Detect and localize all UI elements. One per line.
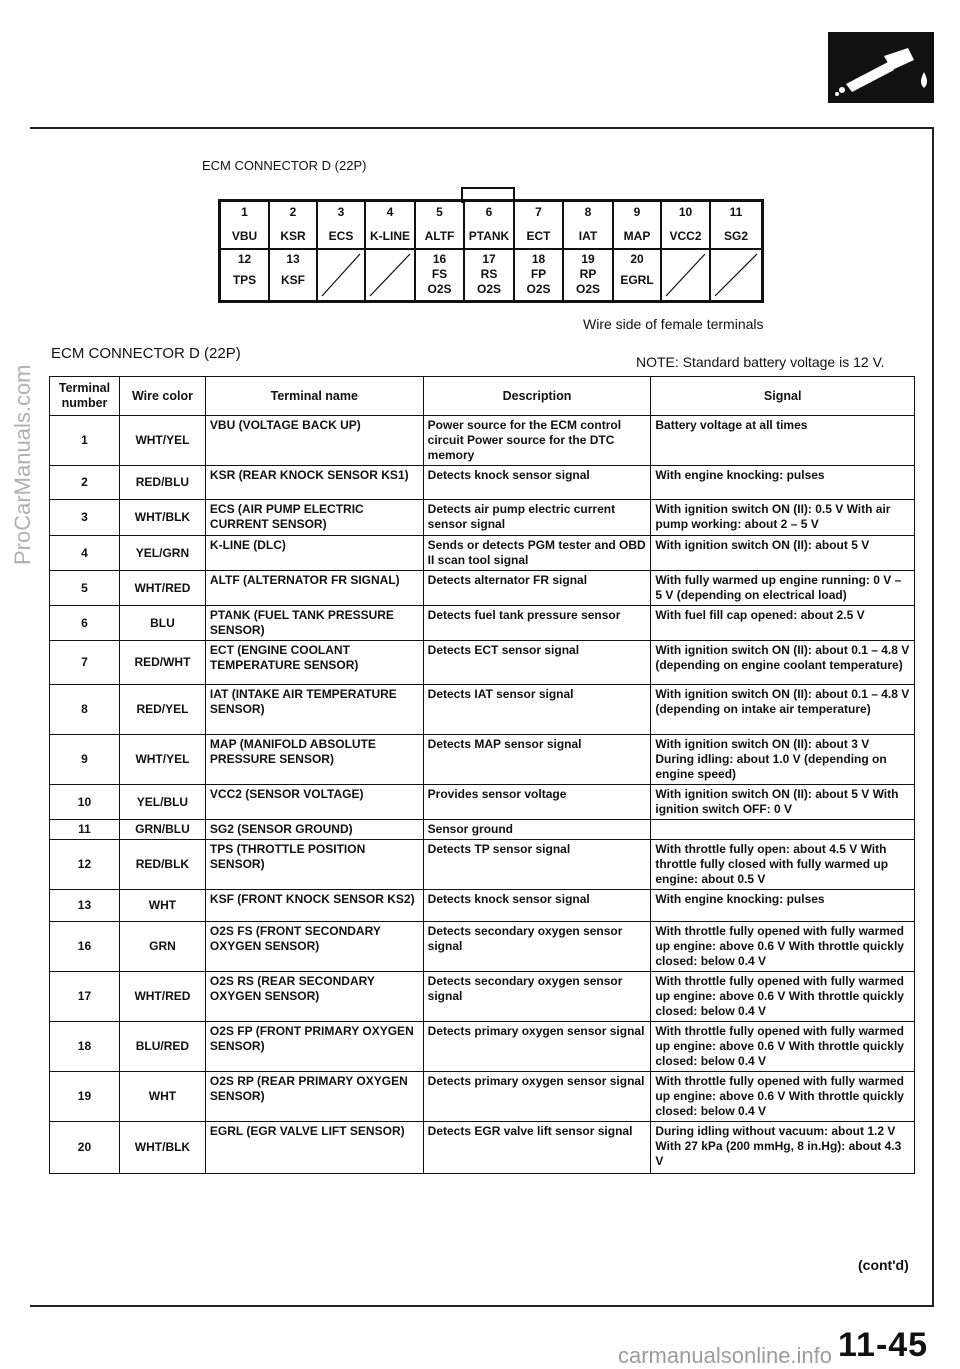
connector-pin-number: 2 (289, 205, 297, 219)
signal-cell: With throttle fully opened with fully warmed up engine: above 0.6 V With throttle quickly closed: below 0.4 V (651, 1072, 915, 1122)
wire-color-cell: GRN/BLU (119, 820, 205, 840)
terminal-name-cell: ECS (AIR PUMP ELECTRIC CURRENT SENSOR) (205, 500, 423, 536)
connector-pin-7 (514, 201, 563, 249)
connector-pin-name: RP (579, 267, 597, 281)
connector-pin-name: KSF (281, 273, 305, 287)
connector-diagram-title: ECM CONNECTOR D (22P) (202, 158, 367, 173)
terminal-number-cell: 16 (50, 922, 120, 972)
wire-color-cell: RED/BLU (119, 466, 205, 500)
terminal-number-cell: 10 (50, 785, 120, 820)
connector-pin-number: 5 (436, 205, 443, 219)
description-cell: Provides sensor voltage (423, 785, 651, 820)
wire-color-cell: YEL/BLU (119, 785, 205, 820)
connector-pin-20 (613, 249, 661, 301)
terminal-name-cell: VCC2 (SENSOR VOLTAGE) (205, 785, 423, 820)
description-cell: Detects fuel tank pressure sensor (423, 606, 651, 641)
connector-pin-number: 6 (485, 205, 493, 219)
signal-cell: With engine knocking: pulses (651, 466, 915, 500)
terminal-name-cell: EGRL (EGR VALVE LIFT SENSOR) (205, 1122, 423, 1174)
terminal-number-cell: 4 (50, 536, 120, 571)
terminal-name-cell: IAT (INTAKE AIR TEMPERATURE SENSOR) (205, 685, 423, 735)
connector-pin-8 (563, 201, 613, 249)
wire-color-cell: BLU/RED (119, 1022, 205, 1072)
connector-pin-sensor-label: O2S (526, 282, 551, 296)
connector-pin-12 (220, 249, 269, 301)
connector-pin-sensor-label: O2S (427, 282, 452, 296)
wire-color-cell: WHT/RED (119, 571, 205, 606)
signal-cell: With ignition switch ON (II): about 0.1 – 4.8 V (depending on intake air temperature) (651, 685, 915, 735)
table-row (50, 606, 915, 641)
frame-right-rule (932, 127, 934, 1305)
signal-cell: With ignition switch ON (II): about 5 V With ignition switch OFF: 0 V (651, 785, 915, 820)
connector-pin-4 (365, 201, 415, 249)
terminal-number-cell: 7 (50, 641, 120, 685)
frame-top-rule (30, 127, 934, 129)
connector-pin-name: FS (431, 267, 448, 281)
signal-cell: With ignition switch ON (II): about 0.1 – 4.8 V (depending on engine coolant temperature) (651, 641, 915, 685)
description-cell: Detects TP sensor signal (423, 840, 651, 890)
signal-cell: Battery voltage at all times (651, 416, 915, 466)
connector-pin-number: 20 (630, 252, 644, 266)
terminal-number-cell: 9 (50, 735, 120, 785)
description-cell: Sensor ground (423, 820, 651, 840)
terminal-name-cell: SG2 (SENSOR GROUND) (205, 820, 423, 840)
connector-pin-number: 8 (584, 205, 592, 219)
connector-pin-number: 11 (729, 205, 743, 219)
side-watermark-text: ProCarManuals.com (10, 364, 35, 565)
terminal-name-cell: KSF (FRONT KNOCK SENSOR KS2) (205, 890, 423, 922)
continued-label: (cont'd) (858, 1257, 909, 1273)
table-row (50, 785, 915, 820)
wire-color-cell: WHT (119, 890, 205, 922)
terminal-number-cell: 8 (50, 685, 120, 735)
terminal-number-cell: 2 (50, 466, 120, 500)
connector-pin-name: EGRL (620, 273, 654, 287)
terminal-name-cell: O2S RP (REAR PRIMARY OXYGEN SENSOR) (205, 1072, 423, 1122)
table-row (50, 890, 915, 922)
connector-pin-13 (269, 249, 317, 301)
connector-pin-name: TPS (232, 273, 257, 287)
table-row (50, 416, 915, 466)
fuel-injection-icon (828, 32, 934, 103)
signal-cell: With throttle fully opened with fully warmed up engine: above 0.6 V With throttle quickly closed: below 0.4 V (651, 922, 915, 972)
terminal-number-cell: 18 (50, 1022, 120, 1072)
terminal-number-cell: 3 (50, 500, 120, 536)
terminal-number-cell: 1 (50, 416, 120, 466)
connector-pin-2 (269, 201, 317, 249)
footer-watermark: carmanualsonline.info (618, 1343, 833, 1368)
connector-pin-9 (613, 201, 661, 249)
table-row (50, 735, 915, 785)
signal-cell: With ignition switch ON (II): about 3 V During idling: about 1.0 V (depending on engine speed) (651, 735, 915, 785)
signal-cell (651, 820, 915, 840)
signal-cell: With fuel fill cap opened: about 2.5 V (651, 606, 915, 641)
table-row (50, 500, 915, 536)
terminal-name-cell: ECT (ENGINE COOLANT TEMPERATURE SENSOR) (205, 641, 423, 685)
terminal-name-cell: KSR (REAR KNOCK SENSOR KS1) (205, 466, 423, 500)
table-row (50, 685, 915, 735)
terminal-number-cell: 19 (50, 1072, 120, 1122)
signal-cell: With throttle fully opened with fully warmed up engine: above 0.6 V With throttle quickly closed: below 0.4 V (651, 1022, 915, 1072)
connector-pin-sensor-label: O2S (575, 282, 600, 296)
table-row (50, 972, 915, 1022)
terminal-number-cell: 17 (50, 972, 120, 1022)
header-signal: Signal (651, 377, 915, 416)
terminal-name-cell: VBU (VOLTAGE BACK UP) (205, 416, 423, 466)
wire-color-cell: WHT (119, 1072, 205, 1122)
terminal-name-cell: PTANK (FUEL TANK PRESSURE SENSOR) (205, 606, 423, 641)
description-cell: Detects knock sensor signal (423, 890, 651, 922)
description-cell: Detects primary oxygen sensor signal (423, 1072, 651, 1122)
terminal-name-cell: TPS (THROTTLE POSITION SENSOR) (205, 840, 423, 890)
unused-pin-slash (366, 250, 414, 300)
connector-pin-number: 7 (535, 205, 542, 219)
connector-pin-10 (661, 201, 710, 249)
table-row (50, 922, 915, 972)
connector-pin-number: 1 (241, 205, 248, 219)
signal-cell: During idling without vacuum: about 1.2 V With 27 kPa (200 mmHg, 8 in.Hg): about 4.3 V (651, 1122, 915, 1174)
header-terminal-name: Terminal name (205, 377, 423, 416)
table-row (50, 1022, 915, 1072)
table-row (50, 536, 915, 571)
table-title: ECM CONNECTOR D (22P) (51, 345, 241, 362)
signal-cell: With fully warmed up engine running: 0 V – 5 V (depending on electrical load) (651, 571, 915, 606)
connector-caption: Wire side of female terminals (583, 316, 764, 332)
connector-pin-3 (317, 201, 365, 249)
wire-color-cell: GRN (119, 922, 205, 972)
voltage-note: NOTE: Standard battery voltage is 12 V. (636, 354, 885, 370)
description-cell: Sends or detects PGM tester and OBD II scan tool signal (423, 536, 651, 571)
table-row (50, 466, 915, 500)
connector-pin-19 (563, 249, 613, 301)
connector-pin-17 (464, 249, 514, 301)
signal-cell: With engine knocking: pulses (651, 890, 915, 922)
connector-pin-name: ECT (526, 229, 551, 243)
terminal-name-cell: MAP (MANIFOLD ABSOLUTE PRESSURE SENSOR) (205, 735, 423, 785)
terminal-number-cell: 13 (50, 890, 120, 922)
signal-cell: With throttle fully opened with fully warmed up engine: above 0.6 V With throttle quickly closed: below 0.4 V (651, 972, 915, 1022)
connector-pin-5 (415, 201, 464, 249)
connector-pin-16 (415, 249, 464, 301)
description-cell: Power source for the ECM control circuit Power source for the DTC memory (423, 416, 651, 466)
connector-pin-number: 16 (432, 252, 447, 266)
description-cell: Detects alternator FR signal (423, 571, 651, 606)
table-row (50, 1072, 915, 1122)
wire-color-cell: RED/YEL (119, 685, 205, 735)
table-header-row (50, 377, 915, 416)
wire-color-cell: WHT/RED (119, 972, 205, 1022)
unused-pin-slash (318, 250, 364, 300)
header-wire-color: Wire color (119, 377, 205, 416)
terminal-number-cell: 20 (50, 1122, 120, 1174)
description-cell: Detects primary oxygen sensor signal (423, 1022, 651, 1072)
connector-pin-name: SG2 (723, 229, 748, 243)
description-cell: Detects air pump electric current sensor signal (423, 500, 651, 536)
connector-pin-empty (317, 249, 365, 301)
terminal-number-cell: 12 (50, 840, 120, 890)
connector-pin-diagram (218, 199, 764, 303)
connector-pin-sensor-label: O2S (476, 282, 501, 296)
connector-pin-name: ECS (328, 229, 354, 243)
terminal-name-cell: K-LINE (DLC) (205, 536, 423, 571)
wire-color-cell: BLU (119, 606, 205, 641)
signal-cell: With throttle fully open: about 4.5 V With throttle fully closed with fully warmed up engine: about 0.5 V (651, 840, 915, 890)
connector-pin-6 (464, 201, 514, 249)
description-cell: Detects IAT sensor signal (423, 685, 651, 735)
wire-color-cell: RED/WHT (119, 641, 205, 685)
table-row (50, 840, 915, 890)
connector-pin-empty (365, 249, 415, 301)
description-cell: Detects EGR valve lift sensor signal (423, 1122, 651, 1174)
connector-pin-number: 17 (482, 252, 496, 266)
wire-color-cell: RED/BLK (119, 840, 205, 890)
connector-pin-number: 4 (386, 205, 394, 219)
description-cell: Detects MAP sensor signal (423, 735, 651, 785)
terminal-name-cell: ALTF (ALTERNATOR FR SIGNAL) (205, 571, 423, 606)
connector-pin-empty (661, 249, 710, 301)
connector-pin-number: 12 (237, 252, 252, 266)
terminal-name-cell: O2S RS (REAR SECONDARY OXYGEN SENSOR) (205, 972, 423, 1022)
connector-pin-18 (514, 249, 563, 301)
connector-pin-name: MAP (623, 229, 651, 243)
connector-pin-1 (220, 201, 269, 249)
wire-color-cell: WHT/BLK (119, 500, 205, 536)
page-number: 11-45 (838, 1326, 929, 1364)
terminal-name-cell: O2S FS (FRONT SECONDARY OXYGEN SENSOR) (205, 922, 423, 972)
connector-pin-name: VCC2 (669, 229, 702, 243)
connector-pin-name: VBU (231, 229, 258, 243)
connector-pin-name: PTANK (468, 229, 510, 243)
description-cell: Detects knock sensor signal (423, 466, 651, 500)
connector-pin-name: FP (530, 267, 547, 281)
connector-pin-empty (710, 249, 762, 301)
connector-pin-name: IAT (578, 229, 598, 243)
connector-pin-number: 13 (286, 252, 300, 266)
table-row (50, 571, 915, 606)
description-cell: Detects secondary oxygen sensor signal (423, 972, 651, 1022)
connector-pin-number: 19 (581, 252, 595, 266)
connector-pin-number: 10 (678, 205, 693, 219)
connector-pin-number: 9 (633, 205, 641, 219)
frame-bottom-rule (30, 1305, 934, 1307)
unused-pin-slash (711, 250, 761, 300)
terminal-table (49, 376, 915, 1174)
wire-color-cell: WHT/YEL (119, 735, 205, 785)
connector-pin-name: K-LINE (370, 229, 410, 243)
table-row (50, 820, 915, 840)
wire-color-cell: YEL/GRN (119, 536, 205, 571)
unused-pin-slash (662, 250, 709, 300)
description-cell: Detects secondary oxygen sensor signal (423, 922, 651, 972)
terminal-number-cell: 6 (50, 606, 120, 641)
terminal-number-cell: 11 (50, 820, 120, 840)
terminal-name-cell: O2S FP (FRONT PRIMARY OXYGEN SENSOR) (205, 1022, 423, 1072)
table-row (50, 641, 915, 685)
header-terminal-number: Terminal number (50, 377, 120, 416)
connector-pin-number: 3 (337, 205, 345, 219)
connector-pin-number: 18 (531, 252, 546, 266)
signal-cell: With ignition switch ON (II): about 5 V (651, 536, 915, 571)
header-description: Description (423, 377, 651, 416)
wire-color-cell: WHT/YEL (119, 416, 205, 466)
connector-pin-name: KSR (280, 229, 306, 243)
signal-cell: With ignition switch ON (II): 0.5 V With air pump working: about 2 – 5 V (651, 500, 915, 536)
wire-color-cell: WHT/BLK (119, 1122, 205, 1174)
table-row (50, 1122, 915, 1174)
terminal-number-cell: 5 (50, 571, 120, 606)
connector-pin-name: ALTF (424, 229, 455, 243)
description-cell: Detects ECT sensor signal (423, 641, 651, 685)
connector-pin-name: RS (480, 267, 498, 281)
connector-pin-11 (710, 201, 762, 249)
